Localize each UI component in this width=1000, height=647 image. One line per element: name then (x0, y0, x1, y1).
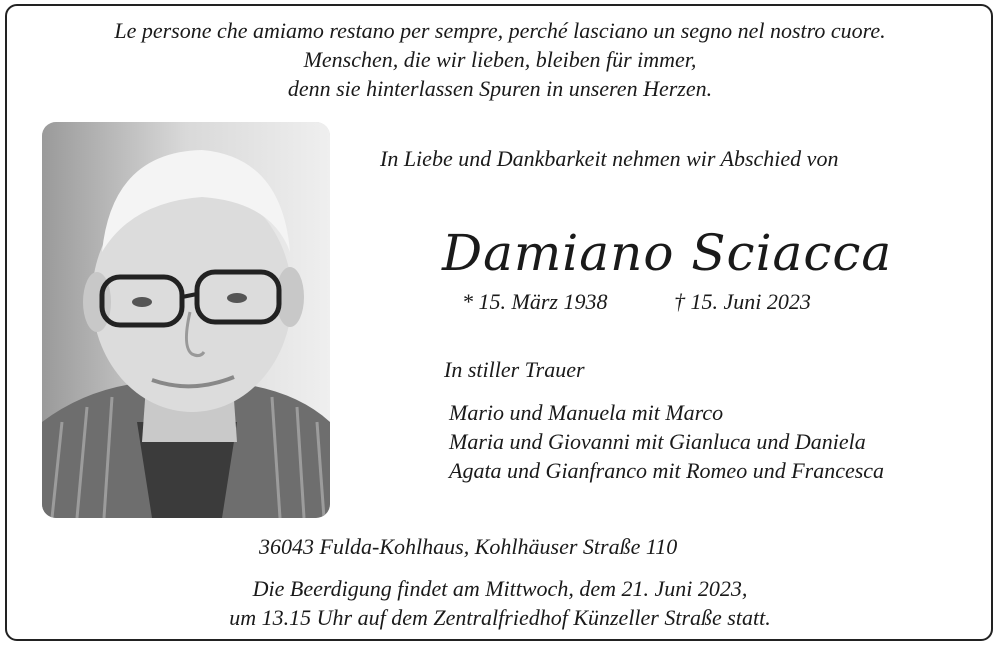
funeral-line2: um 13.15 Uhr auf dem Zentralfriedhof Künzeller Straße statt. (229, 605, 771, 630)
mourner-line: Agata und Gianfranco mit Romeo und Francesca (449, 458, 885, 483)
address: 36043 Fulda-Kohlhaus, Kohlhäuser Straße 110 (259, 534, 678, 559)
portrait-illustration (42, 122, 330, 518)
death-date: † 15. Juni 2023 (674, 289, 811, 314)
quote-german-line1: Menschen, die wir lieben, bleiben für immer, (303, 47, 697, 72)
birth-date: * 15. März 1938 (462, 289, 608, 314)
mourner-line: Mario und Manuela mit Marco (449, 400, 724, 425)
portrait-photo (42, 122, 330, 518)
mourners-list (449, 398, 884, 485)
farewell-intro: In Liebe und Dankbarkeit nehmen wir Abschied von (380, 146, 839, 171)
deceased-name: Damiano Sciacca (442, 224, 893, 282)
mourner-line: Maria und Giovanni mit Gianluca und Daniela (449, 429, 866, 454)
mourners-heading: In stiller Trauer (444, 357, 585, 382)
quote-german-line2: denn sie hinterlassen Spuren in unseren Herzen. (287, 76, 713, 101)
funeral-line1: Die Beerdigung findet am Mittwoch, dem 21. Juni 2023, (252, 576, 748, 601)
quote-italian: Le persone che amiamo restano per sempre, perché lasciano un segno nel nostro cuore. (114, 18, 886, 43)
